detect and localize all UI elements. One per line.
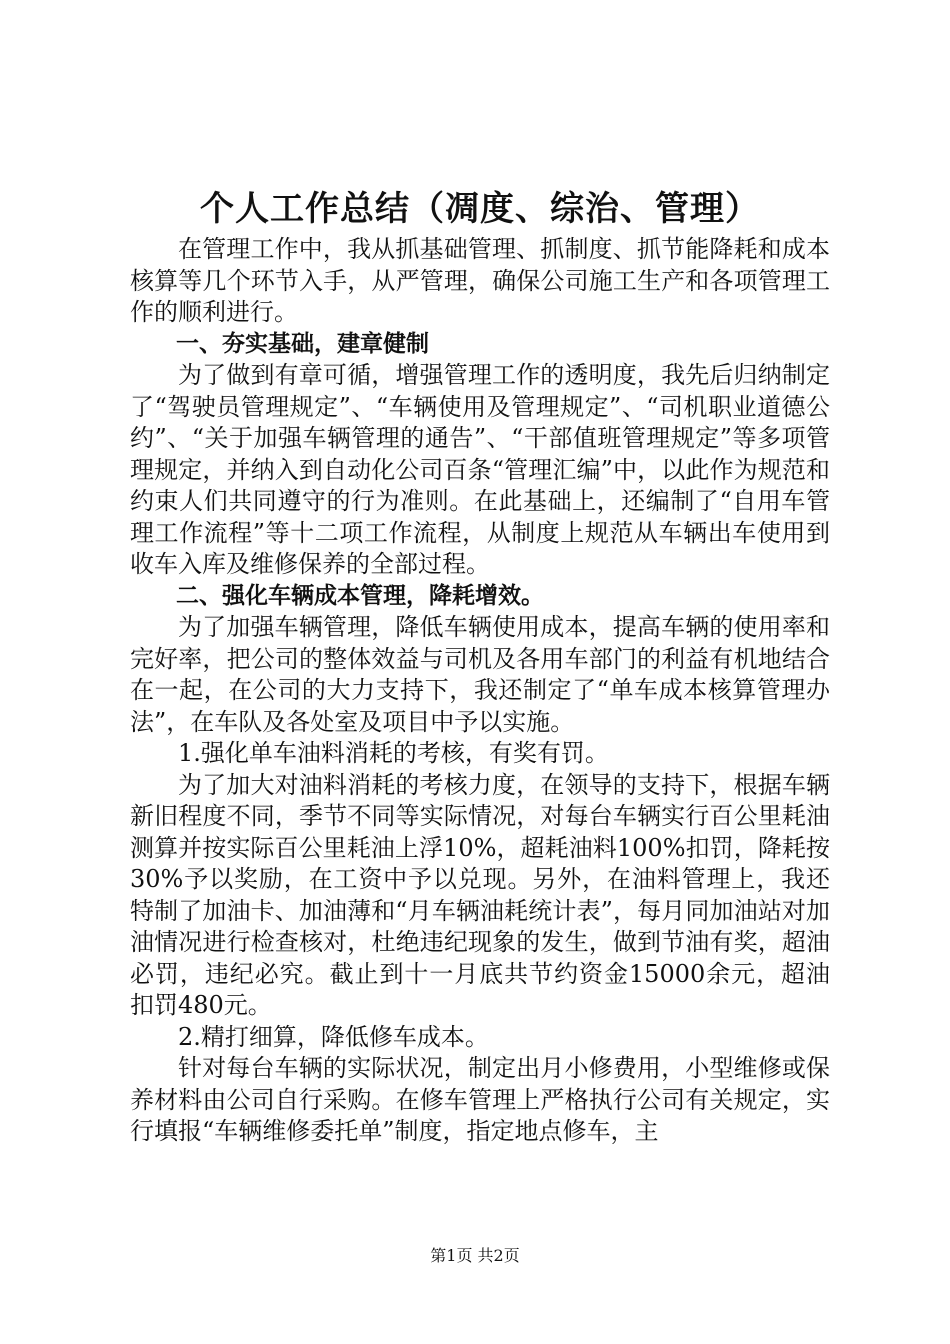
page-footer: 第1页 共2页 [430, 1246, 520, 1265]
body-paragraph: 针对每台车辆的实际状况，制定出月小修费用，小型维修或保养材料由公司自行采购。在修车管理上严格执行公司有关规定，实行填报“车辆维修委托单”制度，指定地点修车，主 [130, 1054, 830, 1145]
section-heading-1: 一、夯实基础，建章健制 [176, 330, 429, 357]
section-heading-2: 二、强化车辆成本管理，降耗增效。 [176, 582, 544, 609]
document-body [130, 234, 830, 1148]
document-title: 个人工作总结（凋度、综治、管理） [200, 189, 760, 229]
body-paragraph: 为了加强车辆管理，降低车辆使用成本，提高车辆的使用率和完好率，把公司的整体效益与司机及各用车部门的利益有机地结合在一起，在公司的大力支持下，我还制定了“单车成本核算管理办法”，在车队及各处室及项目中予以实施。 [130, 613, 830, 736]
subsection-heading-1: 1.强化单车油料消耗的考核，有奖有罚。 [178, 739, 609, 767]
body-paragraph: 为了做到有章可循，增强管理工作的透明度，我先后归纳制定了“驾驶员管理规定”、“车辆使用及管理规定”、“司机职业道德公约”、“关于加强车辆管理的通告”、“干部值班管理规定”等多项管理规定，并纳入到自动化公司百条“管理汇编”中，以此作为规范和约束人们共同遵守的行为准则。在此基础上，还编制了“自用车管理工作流程”等十二项工作流程，从制度上规范从车辆出车使用到收车入库及维修保养的全部过程。 [130, 361, 830, 578]
subsection-heading-2: 2.精打细算，降低修车成本。 [178, 1022, 489, 1051]
intro-paragraph: 在管理工作中，我从抓基础管理、抓制度、抓节能降耗和成本核算等几个环节入手，从严管理，确保公司施工生产和各项管理工作的顺利进行。 [130, 235, 830, 326]
body-paragraph: 为了加大对油料消耗的考核力度，在领导的支持下，根据车辆新旧程度不同，季节不同等实际情况，对每台车辆实行百公里耗油测算并按实际百公里耗油上浮10%，超耗油料100%扣罚，降耗按30%予以奖励，在工资中予以兑现。另外，在油料管理上，我还特制了加油卡、加油薄和“月车辆油耗统计表”，每月同加油站对加油情况进行检查核对，杜绝违纪现象的发生，做到节油有奖，超油必罚，违纪必究。截止到十一月底共节约资金15000余元，超油扣罚480元。 [130, 770, 830, 1019]
